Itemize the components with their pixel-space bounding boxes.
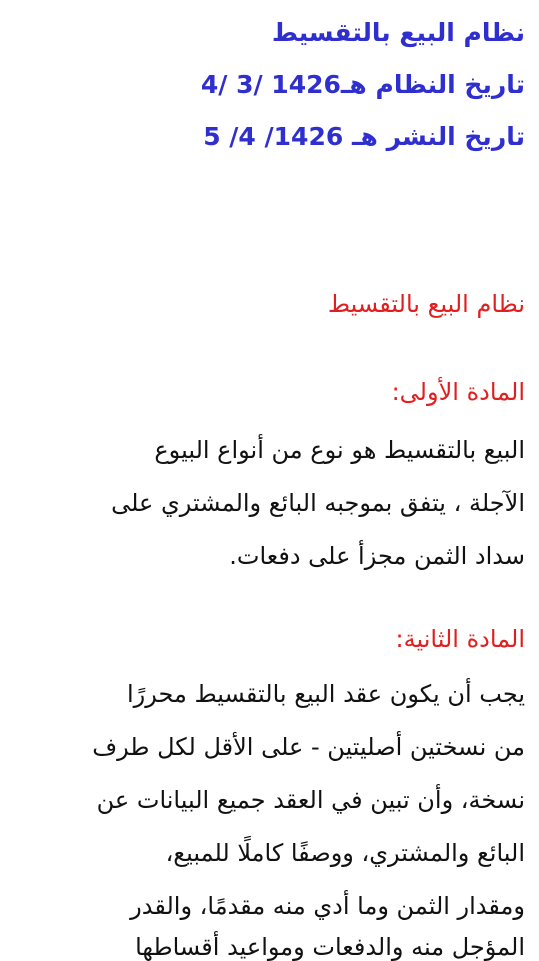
section-title: نظام البيع بالتقسيط bbox=[327, 290, 525, 318]
article-2-line-cut: المؤجل منه والدفعات ومواعيد أقساطها bbox=[135, 933, 525, 961]
document-title: نظام البيع بالتقسيط bbox=[271, 18, 525, 47]
article-1-line: الآجلة ، يتفق بموجبه البائع والمشتري على bbox=[111, 489, 525, 517]
article-1-line: سداد الثمن مجزأ على دفعات. bbox=[229, 542, 525, 570]
article-1-line: البيع بالتقسيط هو نوع من أنواع البيوع bbox=[154, 436, 525, 464]
system-date-line bbox=[10, 70, 525, 99]
article-2-line: البائع والمشتري، ووصفًا كاملًا للمبيع، bbox=[165, 839, 525, 867]
article-2-line: ومقدار الثمن وما أدي منه مقدمًا، والقدر bbox=[130, 892, 525, 920]
article-2-body bbox=[10, 668, 525, 933]
article-2-line: من نسختين أصليتين - على الأقل لكل طرف bbox=[92, 733, 525, 761]
publish-date-label: تاريخ النشر bbox=[386, 122, 525, 151]
article-2-heading: المادة الثانية: bbox=[395, 625, 525, 653]
publish-date-value: 5 /4 /1426 هـ bbox=[203, 122, 378, 151]
article-1-heading: المادة الأولى: bbox=[391, 378, 525, 406]
article-2-line: يجب أن يكون عقد البيع بالتقسيط محررًا bbox=[126, 680, 525, 708]
article-2-line: نسخة، وأن تبين في العقد جميع البيانات عن bbox=[96, 786, 525, 814]
publish-date-line bbox=[10, 122, 525, 151]
system-date-value: 4/ 3/ 1426هـ bbox=[200, 70, 367, 99]
article-1-body bbox=[10, 424, 525, 583]
system-date-label: تاريخ النظام bbox=[375, 70, 525, 99]
